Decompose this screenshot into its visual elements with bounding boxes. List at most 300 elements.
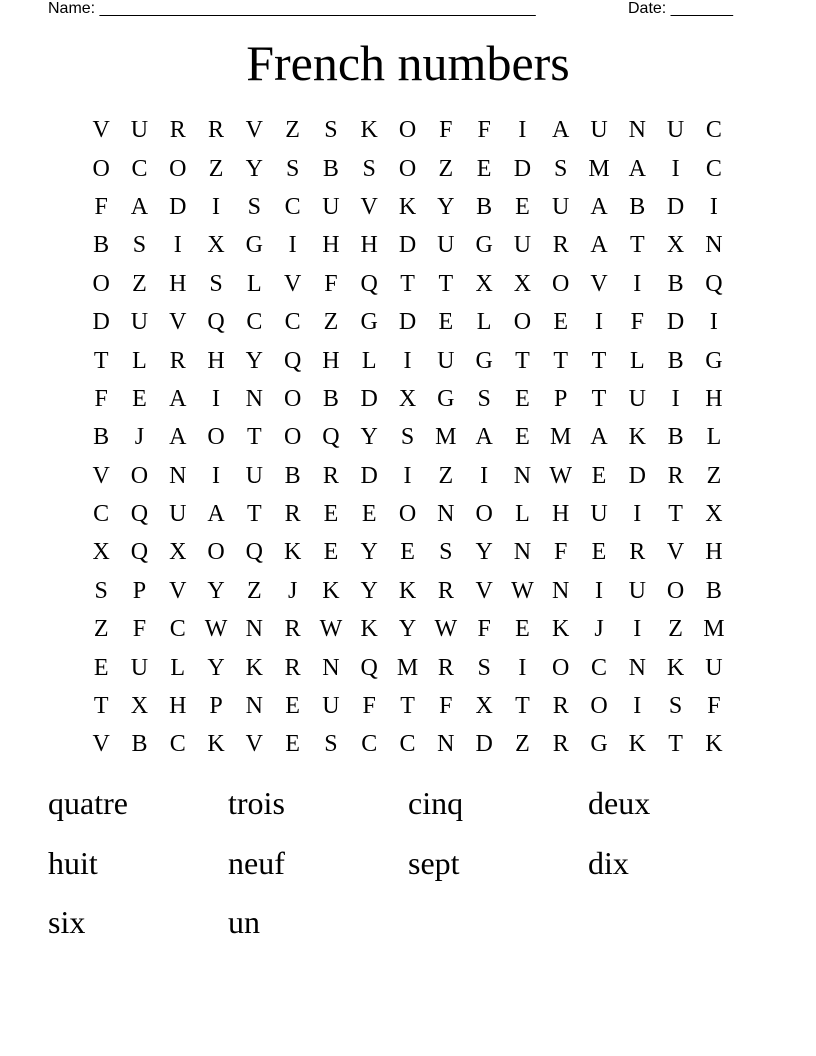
grid-letter: A xyxy=(552,117,570,144)
grid-letter: T xyxy=(400,693,415,720)
grid-letter: V xyxy=(245,117,263,144)
grid-letter: C xyxy=(399,731,416,758)
grid-letter: H xyxy=(360,232,378,259)
grid-letter: Q xyxy=(130,501,149,528)
word-list-item: quatre xyxy=(48,785,128,821)
grid-letter: U xyxy=(705,654,723,681)
grid-letter: L xyxy=(247,270,262,297)
grid-letter: I xyxy=(288,232,297,259)
grid-letter: O xyxy=(92,155,110,182)
grid-letter: Y xyxy=(398,616,417,643)
grid-letter: V xyxy=(169,309,187,336)
grid-letter: H xyxy=(207,347,225,374)
grid-letter: J xyxy=(594,616,604,643)
grid-letter: U xyxy=(130,309,149,336)
grid-letter: F xyxy=(94,385,108,412)
grid-letter: E xyxy=(132,385,147,412)
grid-letter: T xyxy=(515,693,530,720)
grid-letter: F xyxy=(439,117,453,144)
grid-letter: H xyxy=(169,693,187,720)
grid-letter: U xyxy=(628,577,646,604)
grid-letter: Z xyxy=(208,155,224,182)
grid-letter: V xyxy=(92,731,110,758)
grid-letter: Z xyxy=(668,616,683,643)
grid-letter: T xyxy=(515,347,530,374)
grid-letter: L xyxy=(361,347,377,374)
grid-letter: H xyxy=(322,347,340,374)
grid-letter: B xyxy=(93,424,110,451)
grid-letter: Q xyxy=(360,270,378,297)
grid-letter: E xyxy=(438,309,454,336)
grid-letter: R xyxy=(169,117,186,144)
grid-letter: S xyxy=(209,270,223,297)
grid-letter: D xyxy=(360,385,378,412)
grid-letter: B xyxy=(93,232,110,259)
grid-letter: Z xyxy=(132,270,147,297)
grid-letter: O xyxy=(590,693,608,720)
grid-letter: R xyxy=(284,616,301,643)
grid-letter: T xyxy=(553,347,569,374)
grid-letter: C xyxy=(169,616,186,643)
grid-letter: J xyxy=(287,577,298,604)
grid-letter: O xyxy=(283,424,302,451)
grid-letter: P xyxy=(209,693,223,720)
grid-letter: V xyxy=(169,577,187,604)
grid-letter: X xyxy=(207,232,225,259)
grid-letter: V xyxy=(590,270,608,297)
grid-letter: Q xyxy=(322,424,340,451)
grid-letter: Z xyxy=(438,462,454,489)
grid-letter: N xyxy=(628,654,646,681)
grid-letter: H xyxy=(322,232,340,259)
grid-letter: K xyxy=(628,424,646,451)
grid-letter: C xyxy=(591,654,608,681)
grid-letter: C xyxy=(246,309,263,336)
grid-letter: U xyxy=(437,232,455,259)
grid-letter: E xyxy=(553,309,569,336)
grid-letter: T xyxy=(247,501,262,528)
grid-letter: N xyxy=(552,577,570,604)
grid-letter: C xyxy=(169,731,186,758)
grid-letter: K xyxy=(360,616,378,643)
grid-letter: O xyxy=(169,155,187,182)
grid-letter: S xyxy=(324,731,338,758)
grid-letter: C xyxy=(705,155,722,182)
grid-letter: O xyxy=(513,309,532,336)
word-list-item: trois xyxy=(228,785,285,821)
grid-letter: O xyxy=(398,117,417,144)
grid-letter: R xyxy=(629,539,646,566)
grid-letter: B xyxy=(667,424,684,451)
grid-letter: N xyxy=(513,462,532,489)
grid-letter: R xyxy=(322,462,339,489)
grid-letter: X xyxy=(475,693,493,720)
grid-letter: S xyxy=(668,693,683,720)
grid-letter: U xyxy=(322,693,340,720)
grid-letter: L xyxy=(515,501,530,528)
grid-letter: T xyxy=(591,385,607,412)
grid-letter: K xyxy=(322,577,340,604)
grid-letter: I xyxy=(633,616,642,643)
grid-letter: R xyxy=(552,731,569,758)
grid-letter: N xyxy=(513,539,532,566)
grid-letter: O xyxy=(207,539,225,566)
grid-letter: U xyxy=(513,232,532,259)
word-list-item: un xyxy=(228,904,260,940)
grid-letter: D xyxy=(169,193,187,220)
grid-letter: D xyxy=(475,731,493,758)
grid-letter: R xyxy=(667,462,684,489)
grid-letter: S xyxy=(247,193,262,220)
word-list-item: huit xyxy=(48,844,98,881)
grid-letter: Z xyxy=(515,731,530,758)
grid-letter: Z xyxy=(323,309,339,336)
grid-letter: A xyxy=(130,193,149,220)
grid-letter: I xyxy=(212,193,221,220)
grid-letter: C xyxy=(284,193,301,220)
date-field-label: Date: _______ xyxy=(628,0,733,17)
grid-letter: W xyxy=(204,616,228,643)
grid-letter: A xyxy=(169,385,187,412)
grid-letter: D xyxy=(666,193,685,220)
word-list-item: dix xyxy=(588,844,629,881)
grid-letter: G xyxy=(475,232,493,259)
grid-letter: N xyxy=(322,654,340,681)
grid-letter: T xyxy=(668,731,683,758)
grid-letter: E xyxy=(400,539,415,566)
grid-letter: U xyxy=(245,462,263,489)
grid-letter: O xyxy=(398,155,417,182)
grid-letter: K xyxy=(552,616,570,643)
grid-letter: M xyxy=(396,654,419,681)
grid-letter: D xyxy=(628,462,646,489)
letter-grid xyxy=(82,111,733,764)
grid-letter: I xyxy=(633,270,642,297)
grid-letter: X xyxy=(130,693,149,720)
grid-letter: I xyxy=(212,385,221,412)
word-list xyxy=(48,779,768,958)
grid-letter: R xyxy=(208,117,225,144)
grid-letter: O xyxy=(475,501,493,528)
grid-letter: T xyxy=(93,693,109,720)
grid-letter: L xyxy=(170,654,186,681)
grid-letter: L xyxy=(629,347,645,374)
grid-letter: G xyxy=(590,731,608,758)
grid-letter: A xyxy=(169,424,187,451)
grid-letter: V xyxy=(360,193,378,220)
grid-letter: U xyxy=(169,501,187,528)
grid-letter: K xyxy=(705,731,723,758)
grid-letter: K xyxy=(283,539,302,566)
grid-letter: K xyxy=(207,731,225,758)
grid-letter: R xyxy=(437,577,454,604)
grid-letter: F xyxy=(362,693,376,720)
grid-letter: T xyxy=(247,424,262,451)
grid-letter: E xyxy=(93,654,109,681)
grid-letter: A xyxy=(590,193,608,220)
grid-letter: I xyxy=(403,347,412,374)
grid-letter: R xyxy=(284,501,301,528)
grid-letter: C xyxy=(131,155,148,182)
grid-letter: V xyxy=(475,577,493,604)
grid-letter: E xyxy=(515,616,530,643)
grid-letter: U xyxy=(590,117,608,144)
grid-letter: U xyxy=(130,117,149,144)
grid-letter: I xyxy=(403,462,412,489)
grid-letter: I xyxy=(518,654,527,681)
grid-letter: I xyxy=(709,193,718,220)
grid-letter: T xyxy=(591,347,607,374)
grid-letter: U xyxy=(552,193,570,220)
grid-letter: F xyxy=(554,539,568,566)
grid-letter: N xyxy=(245,385,263,412)
grid-letter: S xyxy=(477,654,491,681)
grid-letter: T xyxy=(438,270,454,297)
grid-letter: D xyxy=(360,462,378,489)
grid-letter: G xyxy=(705,347,723,374)
grid-letter: C xyxy=(93,501,110,528)
word-list-item: deux xyxy=(588,785,651,821)
grid-letter: O xyxy=(130,462,149,489)
grid-letter: A xyxy=(590,424,608,451)
grid-letter: B xyxy=(131,731,148,758)
grid-letter: D xyxy=(666,309,685,336)
grid-letter: E xyxy=(515,385,530,412)
grid-letter: E xyxy=(515,424,530,451)
grid-letter: V xyxy=(666,539,685,566)
grid-letter: Y xyxy=(437,193,455,220)
grid-letter: Y xyxy=(475,539,493,566)
grid-letter: M xyxy=(588,155,610,182)
grid-letter: F xyxy=(324,270,338,297)
grid-letter: F xyxy=(439,693,453,720)
name-field-label: Name: _________________________________________________ xyxy=(48,0,536,17)
grid-letter: O xyxy=(552,654,570,681)
grid-letter: U xyxy=(322,193,340,220)
grid-letter: S xyxy=(439,539,453,566)
grid-letter: K xyxy=(398,577,417,604)
grid-letter: R xyxy=(169,347,186,374)
grid-letter: X xyxy=(398,385,417,412)
grid-letter: N xyxy=(245,616,263,643)
grid-letter: I xyxy=(671,385,680,412)
grid-letter: T xyxy=(668,501,683,528)
grid-letter: Z xyxy=(93,616,109,643)
page-title: French numbers xyxy=(246,35,570,91)
word-list-item: six xyxy=(48,904,86,940)
grid-letter: S xyxy=(324,117,338,144)
grid-letter: V xyxy=(283,270,302,297)
grid-letter: S xyxy=(362,155,376,182)
grid-letter: T xyxy=(400,270,415,297)
grid-letter: S xyxy=(94,577,108,604)
grid-letter: L xyxy=(132,347,147,374)
grid-letter: G xyxy=(437,385,455,412)
grid-letter: Y xyxy=(207,577,225,604)
grid-letter: S xyxy=(132,232,147,259)
grid-letter: M xyxy=(703,616,725,643)
grid-letter: E xyxy=(591,539,607,566)
grid-letter: Y xyxy=(245,155,263,182)
grid-letter: U xyxy=(437,347,455,374)
grid-letter: B xyxy=(476,193,493,220)
grid-letter: E xyxy=(591,462,607,489)
grid-letter: Q xyxy=(245,539,263,566)
grid-letter: D xyxy=(398,232,417,259)
grid-letter: I xyxy=(671,155,680,182)
grid-letter: G xyxy=(245,232,263,259)
grid-letter: F xyxy=(630,309,644,336)
worksheet-header xyxy=(48,0,748,18)
grid-letter: E xyxy=(285,693,300,720)
grid-letter: O xyxy=(207,424,225,451)
grid-letter: M xyxy=(435,424,457,451)
grid-letter: X xyxy=(513,270,532,297)
grid-letter: O xyxy=(92,270,110,297)
grid-letter: Y xyxy=(360,577,378,604)
grid-letter: N xyxy=(437,731,455,758)
grid-letter: O xyxy=(666,577,685,604)
grid-letter: E xyxy=(285,731,300,758)
grid-letter: Z xyxy=(285,117,300,144)
grid-letter: X xyxy=(475,270,493,297)
grid-letter: S xyxy=(554,155,568,182)
grid-letter: U xyxy=(130,654,149,681)
grid-letter: F xyxy=(132,616,147,643)
grid-letter: A xyxy=(207,501,225,528)
grid-letter: B xyxy=(284,462,301,489)
grid-letter: I xyxy=(595,577,603,604)
grid-letter: F xyxy=(477,616,491,643)
grid-letter: R xyxy=(437,654,454,681)
grid-letter: O xyxy=(552,270,570,297)
grid-letter: Q xyxy=(283,347,302,374)
grid-letter: W xyxy=(511,577,534,604)
grid-letter: D xyxy=(398,309,417,336)
grid-letter: E xyxy=(476,155,492,182)
grid-letter: Q xyxy=(130,539,149,566)
grid-letter: U xyxy=(590,501,608,528)
grid-letter: W xyxy=(549,462,573,489)
grid-letter: R xyxy=(552,693,569,720)
grid-letter: K xyxy=(628,731,646,758)
grid-letter: B xyxy=(705,577,722,604)
grid-letter: S xyxy=(477,385,491,412)
grid-letter: I xyxy=(518,117,527,144)
grid-letter: L xyxy=(476,309,492,336)
grid-letter: K xyxy=(398,193,417,220)
grid-letter: D xyxy=(513,155,532,182)
grid-letter: Q xyxy=(207,309,225,336)
grid-letter: H xyxy=(705,539,723,566)
grid-letter: V xyxy=(92,117,110,144)
grid-letter: V xyxy=(245,731,263,758)
grid-letter: Q xyxy=(705,270,723,297)
grid-letter: U xyxy=(666,117,685,144)
grid-letter: F xyxy=(94,193,108,220)
grid-letter: T xyxy=(93,347,109,374)
grid-letter: N xyxy=(169,462,187,489)
grid-letter: E xyxy=(323,539,339,566)
grid-letter: P xyxy=(132,577,147,604)
grid-letter: B xyxy=(322,385,339,412)
grid-letter: E xyxy=(515,193,530,220)
grid-letter: B xyxy=(667,347,684,374)
grid-letter: A xyxy=(590,232,608,259)
grid-letter: W xyxy=(319,616,343,643)
grid-letter: I xyxy=(173,232,182,259)
grid-letter: K xyxy=(360,117,378,144)
grid-letter: H xyxy=(705,385,723,412)
grid-letter: Z xyxy=(247,577,262,604)
grid-letter: R xyxy=(552,232,569,259)
grid-letter: H xyxy=(552,501,570,528)
grid-letter: I xyxy=(633,501,642,528)
grid-letter: O xyxy=(283,385,302,412)
grid-letter: N xyxy=(628,117,646,144)
grid-letter: N xyxy=(705,232,723,259)
grid-letter: E xyxy=(361,501,377,528)
grid-letter: I xyxy=(633,693,642,720)
word-list-item: neuf xyxy=(228,844,285,881)
grid-letter: N xyxy=(245,693,263,720)
grid-letter: V xyxy=(92,462,110,489)
grid-letter: Y xyxy=(207,654,225,681)
grid-letter: S xyxy=(285,155,300,182)
grid-letter: O xyxy=(398,501,417,528)
grid-letter: C xyxy=(284,309,301,336)
grid-letter: H xyxy=(169,270,187,297)
grid-letter: A xyxy=(475,424,493,451)
grid-letter: B xyxy=(629,193,646,220)
grid-letter: R xyxy=(284,654,301,681)
grid-letter: Z xyxy=(706,462,722,489)
grid-letter: I xyxy=(709,309,718,336)
grid-letter: X xyxy=(666,232,685,259)
grid-letter: K xyxy=(245,654,263,681)
word-list-item: cinq xyxy=(408,785,464,821)
grid-letter: E xyxy=(323,501,339,528)
grid-letter: G xyxy=(475,347,493,374)
grid-letter: S xyxy=(400,424,415,451)
grid-letter: M xyxy=(550,424,572,451)
grid-letter: L xyxy=(706,424,722,451)
grid-letter: C xyxy=(361,731,378,758)
grid-letter: B xyxy=(667,270,684,297)
grid-letter: Y xyxy=(360,539,378,566)
grid-letter: U xyxy=(628,385,646,412)
grid-letter: B xyxy=(322,155,339,182)
word-list-item: sept xyxy=(408,844,460,881)
grid-letter: Q xyxy=(360,654,378,681)
grid-letter: Z xyxy=(438,155,454,182)
grid-letter: P xyxy=(554,385,568,412)
grid-letter: I xyxy=(212,462,221,489)
grid-letter: C xyxy=(705,117,722,144)
grid-letter: F xyxy=(477,117,491,144)
grid-letter: D xyxy=(92,309,110,336)
grid-letter: T xyxy=(629,232,645,259)
grid-letter: A xyxy=(628,155,646,182)
grid-letter: Y xyxy=(360,424,378,451)
grid-letter: K xyxy=(666,654,685,681)
grid-letter: Y xyxy=(245,347,263,374)
grid-letter: X xyxy=(169,539,187,566)
grid-letter: N xyxy=(437,501,455,528)
grid-letter: G xyxy=(360,309,378,336)
grid-letter: X xyxy=(705,501,723,528)
grid-letter: J xyxy=(134,424,145,451)
